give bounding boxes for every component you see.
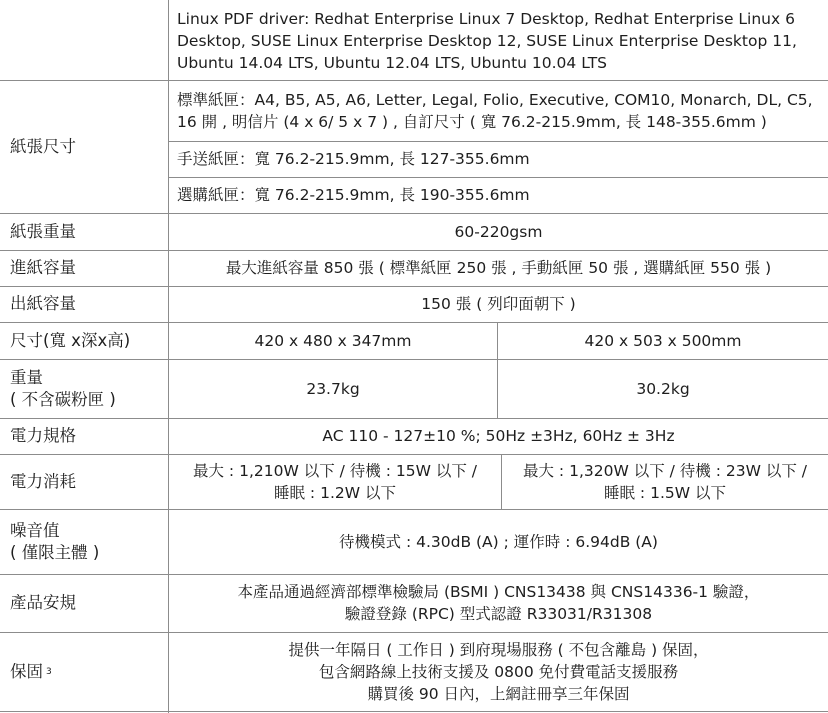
weight-label	[10, 359, 116, 418]
linux-driver-line: Ubuntu 14.04 LTS, Ubuntu 12.04 LTS, Ubuntu 10.04 LTS	[177, 54, 608, 72]
power-consumption-left	[169, 454, 501, 509]
dimensions-value-left: 420 x 480 x 347mm	[254, 331, 412, 350]
power-consumption-right	[502, 454, 828, 509]
noise-label-line: ( 僅限主體 )	[10, 542, 100, 562]
safety-label: 產品安規	[10, 593, 76, 612]
warranty-label	[10, 632, 52, 711]
row-divider	[0, 80, 828, 81]
linux-driver-line: Desktop, SUSE Linux Enterprise Desktop 12, SUSE Linux Enterprise Desktop 11,	[177, 32, 797, 50]
paper-weight-value: 60-220gsm	[454, 222, 543, 241]
paper-size-standard	[177, 86, 813, 136]
power-spec-value: AC 110 - 127±10 %; 50Hz ±3Hz, 60Hz ± 3Hz	[322, 427, 675, 445]
paper-size-manual: 手送紙匣：寬 76.2-215.9mm, 長 127-355.6mm	[177, 150, 530, 168]
warranty-label-text: 保固	[10, 661, 43, 681]
paper-size-optional: 選購紙匣：寬 76.2-215.9mm, 長 190-355.6mm	[177, 186, 530, 204]
power-consumption-line: 最大 : 1,210W 以下 / 待機 : 15W 以下 /	[193, 461, 477, 480]
safety-line: 本產品通過經濟部標準檢驗局 (BSMI ) CNS13438 與 CNS14336-1 驗證，	[237, 583, 760, 601]
paper-size-standard-line: 標準紙匣：A4, B5, A5, A6, Letter, Legal, Folio, Executive, COM10, Monarch, DL, C5,	[177, 91, 813, 109]
warranty-footnote: 3	[46, 666, 52, 677]
power-consumption-line: 最大 : 1,320W 以下 / 待機 : 23W 以下 /	[523, 461, 807, 480]
output-capacity-value: 150 張 ( 列印面朝下 )	[421, 295, 576, 313]
weight-value-right: 30.2kg	[636, 379, 690, 398]
weight-value-left: 23.7kg	[306, 379, 360, 398]
linux-driver-line: Linux PDF driver: Redhat Enterprise Linux 7 Desktop, Redhat Enterprise Linux 6	[177, 10, 795, 28]
row-divider	[0, 711, 828, 712]
warranty-line: 購買後 90 日內，上網註冊享三年保固	[367, 684, 630, 703]
noise-label	[10, 509, 99, 574]
output-capacity-label: 出紙容量	[10, 294, 76, 313]
safety-line: 驗證登錄 (RPC) 型式認證 R33031/R31308	[344, 605, 653, 623]
input-capacity-value: 最大進紙容量 850 張 ( 標準紙匣 250 張 , 手動紙匣 50 張 , 選購紙匣 550 張 )	[225, 259, 772, 277]
power-consumption-label: 電力消耗	[10, 471, 76, 491]
input-capacity-label: 進紙容量	[10, 258, 76, 277]
warranty-line: 包含網路線上技術支援及 0800 免付費電話支援服務	[318, 662, 679, 681]
paper-size-standard-line: 16 開 , 明信片 (4 x 6/ 5 x 7 ) , 自訂尺寸 ( 寬 76.2-215.9mm, 長 148-355.6mm )	[177, 113, 767, 131]
linux-driver-value	[177, 8, 797, 74]
warranty-line: 提供一年隔日 ( 工作日 ) 到府現場服務 ( 不包含離島 ) 保固，	[288, 640, 709, 659]
power-consumption-line: 睡眠 : 1.2W 以下	[274, 483, 396, 502]
safety-value	[169, 574, 828, 632]
weight-label-line: 重量	[10, 367, 43, 387]
power-spec-label: 電力規格	[10, 426, 76, 445]
power-consumption-line: 睡眠 : 1.5W 以下	[604, 483, 726, 502]
dimensions-value-right: 420 x 503 x 500mm	[584, 331, 742, 350]
warranty-value	[169, 632, 828, 711]
paper-weight-label: 紙張重量	[10, 221, 76, 241]
noise-value: 待機模式 : 4.30dB (A) ; 運作時 : 6.94dB (A)	[339, 532, 658, 551]
dimensions-label: 尺寸(寬 x深x高)	[10, 330, 131, 350]
noise-label-line: 噪音值	[10, 520, 60, 540]
paper-size-label: 紙張尺寸	[10, 136, 76, 156]
weight-label-line: ( 不含碳粉匣 )	[10, 389, 116, 409]
